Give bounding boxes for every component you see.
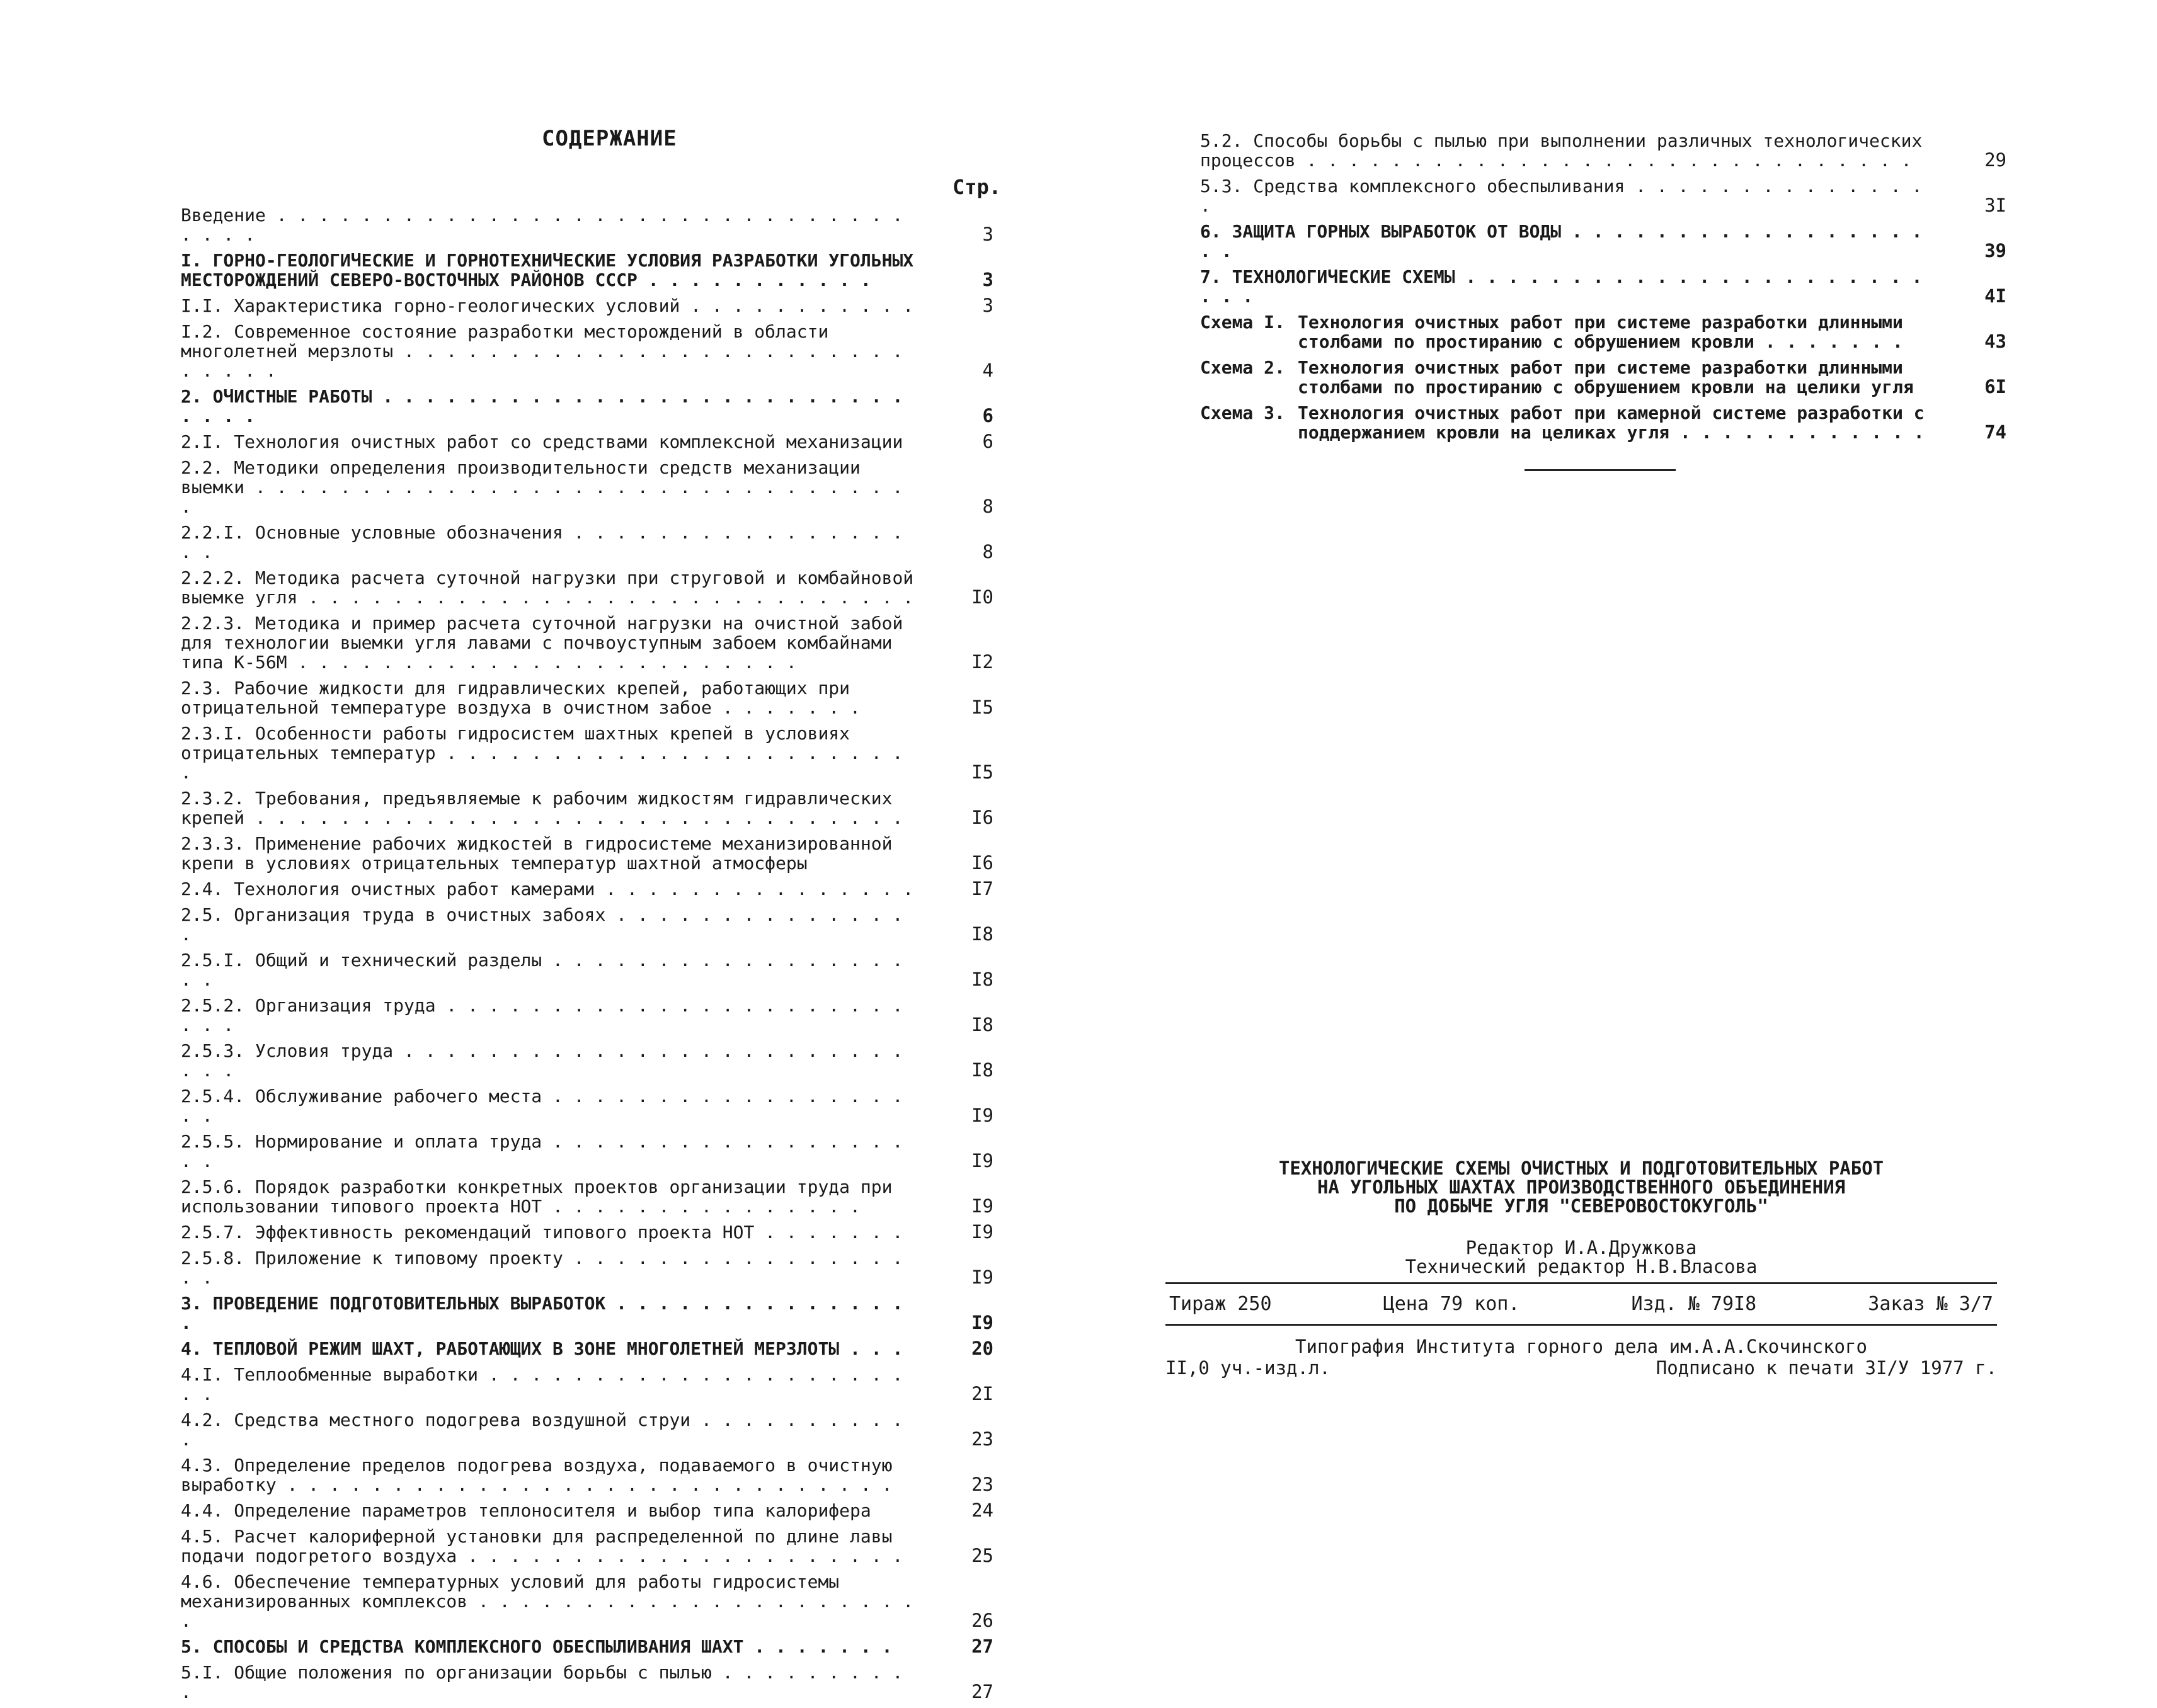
toc-entry-page: 8 <box>982 541 993 562</box>
toc-entry <box>181 996 993 1035</box>
toc-entry-page: I5 <box>971 697 993 718</box>
editors <box>1165 1238 1997 1276</box>
scheme-entry <box>1200 403 2006 442</box>
toc-entry-text: 2.2.2. Методика расчета суточной нагрузки при струговой и комбайновой выемке угля . . . . . . . . . . . . . . . . . . . . . . . . . . . . . <box>181 567 914 608</box>
toc-entry-page: I9 <box>971 1267 993 1288</box>
toc-entry <box>181 1248 993 1287</box>
toc-entry-text: 4.6. Обеспечение температурных условий для работы гидросистемы механизированных комплексов . . . . . . . . . . . . . . . . . . . . . . <box>181 1571 914 1631</box>
toc-entry-text: 2.5.3. Условия труда . . . . . . . . . . . . . . . . . . . . . . . . . . . <box>181 1040 903 1081</box>
scheme-text: Технология очистных работ при системе разработки длинными столбами по простиранию с обрушением кровли на целики угля <box>1298 357 1914 397</box>
toc-entry-text: 2.5.6. Порядок разработки конкретных проектов организации труда при использовании типового проекта НОТ . . . . . . . . . . . . . . . <box>181 1176 893 1217</box>
toc-entry-text: 4.3. Определение пределов подогрева воздуха, подаваемого в очистную выработку . . . . . . . . . . . . . . . . . . . . . . . . . . . . . <box>181 1455 893 1495</box>
toc-entry-text: 2.5.I. Общий и технический разделы . . . . . . . . . . . . . . . . . . . <box>181 950 903 990</box>
toc-right <box>1200 131 2006 448</box>
toc-entry-text: Введение . . . . . . . . . . . . . . . . . . . . . . . . . . . . . . . . . . <box>181 205 903 245</box>
toc-entry <box>181 568 993 607</box>
toc-entry-page: I9 <box>971 1221 993 1243</box>
toc-entry-text: 6. ЗАЩИТА ГОРНЫХ ВЫРАБОТОК ОТ ВОДЫ . . . . . . . . . . . . . . . . . . . <box>1200 221 1923 261</box>
toc-entry-text: 2.3.I. Особенности работы гидросистем шахтных крепей в условиях отрицательных температур . . . . . . . . . . . . . . . . . . . . . . . <box>181 723 903 783</box>
toc-entry-text: 2.4. Технология очистных работ камерами . . . . . . . . . . . . . . . <box>181 879 914 899</box>
toc-entry-text: 2.5.2. Организация труда . . . . . . . . . . . . . . . . . . . . . . . . . <box>181 995 903 1035</box>
toc-entry-text: 2.3.2. Требования, предъявляемые к рабочим жидкостям гидравлических крепей . . . . . . . . . . . . . . . . . . . . . . . . . . . . . . . <box>181 788 903 828</box>
toc-entry-page: 6 <box>982 431 993 452</box>
toc-entry-text: 2.5.8. Приложение к типовому проекту . . . . . . . . . . . . . . . . . . <box>181 1248 903 1288</box>
toc-entry <box>181 834 993 873</box>
scheme-page: 74 <box>1984 421 2006 443</box>
toc-entry <box>181 1637 993 1656</box>
toc-entry-text: 2.I. Технология очистных работ со средствами комплексной механизации <box>181 431 903 452</box>
toc-entry-text: 5.3. Средства комплексного обеспыливания . . . . . . . . . . . . . . . <box>1200 176 1923 216</box>
toc-entry <box>181 1339 993 1358</box>
toc-entry <box>181 1177 993 1216</box>
toc-entry <box>181 387 993 426</box>
toc-entry <box>181 613 993 672</box>
toc-entry <box>181 1663 993 1702</box>
toc-entry-text: 2.5.5. Нормирование и оплата труда . . . . . . . . . . . . . . . . . . . <box>181 1131 903 1171</box>
toc-entry-page: I9 <box>971 1195 993 1217</box>
toc-entry-text: 2.5.7. Эффективность рекомендаций типового проекта НОТ . . . . . . . <box>181 1222 903 1243</box>
toc-entry-page: 3 <box>982 295 993 316</box>
toc-entry-text: 4.4. Определение параметров теплоносителя и выбор типа калорифера <box>181 1500 871 1521</box>
contents-title: СОДЕРЖАНИЕ <box>542 126 677 151</box>
toc-entry-text: I.I. Характеристика горно-геологических условий . . . . . . . . . . . <box>181 295 914 316</box>
scheme-text: Технология очистных работ при системе разработки длинными столбами по простиранию с обрушением кровли . . . . . . . <box>1298 312 1903 352</box>
toc-entry-page: 6 <box>982 405 993 426</box>
toc-entry-page: 23 <box>971 1474 993 1495</box>
toc-entry-page: I9 <box>971 1105 993 1126</box>
edition-number: Изд. № 79I8 <box>1631 1293 1757 1315</box>
toc-entry-text: 4. ТЕПЛОВОЙ РЕЖИМ ШАХТ, РАБОТАЮЩИХ В ЗОНЕ МНОГОЛЕТНЕЙ МЕРЗЛОТЫ . . . <box>181 1338 903 1359</box>
toc-entry <box>181 1501 993 1520</box>
toc-entry <box>181 1572 993 1631</box>
scheme-page: 43 <box>1984 331 2006 352</box>
toc-entry-text: 2.2.3. Методика и пример расчета суточной нагрузки на очистной забой для технологии выемки угля лавами с почвоуступным забоем комбайнами типа К-56М . . . . . . . . . . . . . . . . . . . . . . . . <box>181 613 903 673</box>
toc-entry-text: 4.I. Теплообменные выработки . . . . . . . . . . . . . . . . . . . . . . <box>181 1364 903 1404</box>
toc-entry <box>181 724 993 782</box>
toc-entry <box>181 789 993 828</box>
scheme-page: 6I <box>1984 376 2006 397</box>
toc-left <box>181 205 993 1708</box>
toc-entry <box>181 1132 993 1171</box>
toc-entry-text: 2.2. Методики определения производительности средств механизации выемки . . . . . . . . . . . . . . . . . . . . . . . . . . . . . . . . <box>181 457 903 517</box>
toc-entry-page: I2 <box>971 651 993 673</box>
toc-entry-text: I.2. Современное состояние разработки месторождений в области многолетней мерзлоты . . . . . . . . . . . . . . . . . . . . . . . . . . . . . <box>181 321 903 381</box>
toc-entry-page: 20 <box>971 1338 993 1359</box>
toc-entry-page: 8 <box>982 496 993 517</box>
toc-entry-page: I9 <box>971 1312 993 1333</box>
toc-entry-page: I0 <box>971 586 993 608</box>
toc-entry-page: 26 <box>971 1610 993 1631</box>
toc-entry <box>1200 267 2006 306</box>
toc-entry-text: 5.2. Способы борьбы с пылью при выполнении различных технологических процессов . . . . . . . . . . . . . . . . . . . . . . . . . . . . . <box>1200 130 1923 171</box>
toc-entry <box>181 1294 993 1333</box>
editor: Редактор И.А.Дружкова <box>1465 1237 1697 1258</box>
toc-entry-text: 5.I. Общие положения по организации борьбы с пылью . . . . . . . . . . <box>181 1662 903 1702</box>
toc-entry-text: 2.5.4. Обслуживание рабочего места . . . . . . . . . . . . . . . . . . . <box>181 1086 903 1126</box>
rule-bottom <box>1165 1324 1997 1326</box>
toc-entry-page: I8 <box>971 923 993 945</box>
toc-entry-text: 4.2. Средства местного подогрева воздушной струи . . . . . . . . . . . <box>181 1409 903 1450</box>
toc-entry <box>181 432 993 452</box>
toc-entry-text: 3. ПРОВЕДЕНИЕ ПОДГОТОВИТЕЛЬНЫХ ВЫРАБОТОК . . . . . . . . . . . . . . . <box>181 1293 903 1333</box>
tech-editor: Технический редактор Н.В.Власова <box>1405 1256 1758 1277</box>
toc-entry-text: 7. ТЕХНОЛОГИЧЕСКИЕ СХЕМЫ . . . . . . . . . . . . . . . . . . . . . . . . . <box>1200 266 1923 307</box>
toc-entry <box>181 1365 993 1404</box>
toc-entry <box>181 205 993 244</box>
toc-entry-text: 2.3. Рабочие жидкости для гидравлических крепей, работающих при отрицательной температуре воздуха в очистном забое . . . . . . . <box>181 678 861 718</box>
toc-entry <box>181 950 993 989</box>
scheme-label: Схема 2. <box>1200 357 1285 378</box>
toc-entry-text: I. ГОРНО-ГЕОЛОГИЧЕСКИЕ И ГОРНОТЕХНИЧЕСКИЕ УСЛОВИЯ РАЗРАБОТКИ УГОЛЬНЫХ МЕСТОРОЖДЕНИЙ СЕВЕРО-ВОСТОЧНЫХ РАЙОНОВ СССР . . . . . . . . . . . <box>181 250 914 290</box>
toc-entry-page: 4 <box>982 360 993 381</box>
printer: Типография Института горного дела им.А.А.Скочинского <box>1295 1336 1867 1357</box>
toc-entry-page: I8 <box>971 969 993 990</box>
toc-entry-page: 23 <box>971 1428 993 1450</box>
toc-entry <box>181 458 993 516</box>
toc-entry <box>181 1222 993 1242</box>
volume-row <box>1165 1357 1997 1379</box>
toc-entry-text: 2.5. Организация труда в очистных забоях . . . . . . . . . . . . . . . <box>181 904 903 945</box>
toc-entry <box>181 1455 993 1495</box>
scheme-text: Технология очистных работ при камерной системе разработки с поддержанием кровли на целиках угля . . . . . . . . . . . . <box>1298 402 1925 443</box>
toc-entry-page: 2I <box>971 1383 993 1404</box>
toc-entry-page: 3 <box>982 224 993 245</box>
toc-entry <box>181 1041 993 1080</box>
toc-entry-page: 29 <box>1984 149 2006 171</box>
toc-entry-page: I5 <box>971 761 993 783</box>
imprint-row <box>1165 1284 1997 1324</box>
toc-entry-page: 4I <box>1984 285 2006 307</box>
toc-entry <box>1200 176 2006 215</box>
toc-entry-page: 27 <box>971 1681 993 1702</box>
order-number: Заказ № 3/7 <box>1868 1293 1993 1315</box>
toc-entry <box>181 296 993 316</box>
toc-entry-text: 2. ОЧИСТНЫЕ РАБОТЫ . . . . . . . . . . . . . . . . . . . . . . . . . . . . . <box>181 386 903 426</box>
scheme-label: Схема 3. <box>1200 402 1285 423</box>
price: Цена 79 коп. <box>1383 1293 1520 1315</box>
scheme-entry <box>1200 358 2006 397</box>
toc-entry <box>181 523 993 562</box>
toc-entry-page: 39 <box>1984 240 2006 261</box>
toc-entry <box>181 1086 993 1125</box>
toc-entry-page: I6 <box>971 807 993 828</box>
toc-entry-text: 2.3.3. Применение рабочих жидкостей в гидросистеме механизированной крепи в условиях отрицательных температур шахтной атмосферы <box>181 833 893 874</box>
toc-entry <box>181 905 993 944</box>
print-run: Тираж 250 <box>1169 1293 1272 1315</box>
toc-entry-page: 25 <box>971 1545 993 1566</box>
toc-entry-page: 3 <box>982 269 993 290</box>
toc-entry <box>181 678 993 717</box>
publication-title: ТЕХНОЛОГИЧЕСКИЕ СХЕМЫ ОЧИСТНЫХ И ПОДГОТОВИТЕЛЬНЫХ РАБОТ НА УГОЛЬНЫХ ШАХТАХ ПРОИЗВОДСТВЕННОГО ОБЪЕДИНЕНИЯ ПО ДОБЫЧЕ УГЛЯ "СЕВЕРОВОСТОКУГОЛЬ" <box>1278 1158 1884 1217</box>
toc-entry <box>181 251 993 290</box>
toc-entry-text: 4.5. Расчет калориферной установки для распределенной по длине лавы подачи подогретого воздуха . . . . . . . . . . . . . . . . . . . . . <box>181 1526 903 1566</box>
toc-entry <box>1200 222 2006 261</box>
toc-entry-page: 3I <box>1984 195 2006 216</box>
volume: II,0 уч.-изд.л. <box>1165 1357 1330 1379</box>
toc-entry-text: 5. СПОСОБЫ И СРЕДСТВА КОМПЛЕКСНОГО ОБЕСПЫЛИВАНИЯ ШАХТ . . . . . . . <box>181 1636 893 1657</box>
toc-entry <box>181 322 993 380</box>
toc-entry-text: 2.2.I. Основные условные обозначения . . . . . . . . . . . . . . . . . . <box>181 522 903 562</box>
toc-entry-page: 24 <box>971 1500 993 1521</box>
toc-entry-page: I7 <box>971 878 993 899</box>
toc-entry <box>181 1527 993 1566</box>
toc-entry-page: I8 <box>971 1059 993 1081</box>
toc-entry <box>181 1410 993 1449</box>
toc-entry-page: I9 <box>971 1150 993 1171</box>
toc-entry-page: 27 <box>971 1636 993 1657</box>
signed-date: Подписано к печати 3I/У 1977 г. <box>1656 1357 1997 1379</box>
scheme-label: Схема I. <box>1200 312 1285 333</box>
toc-entry <box>181 879 993 899</box>
scheme-entry <box>1200 312 2006 351</box>
colophon <box>1165 1159 1997 1379</box>
separator-line <box>1525 469 1676 471</box>
toc-entry <box>1200 131 2006 170</box>
page-column-header: Стр. <box>953 175 1002 199</box>
toc-entry-page: I8 <box>971 1014 993 1035</box>
toc-entry-page: I6 <box>971 852 993 874</box>
